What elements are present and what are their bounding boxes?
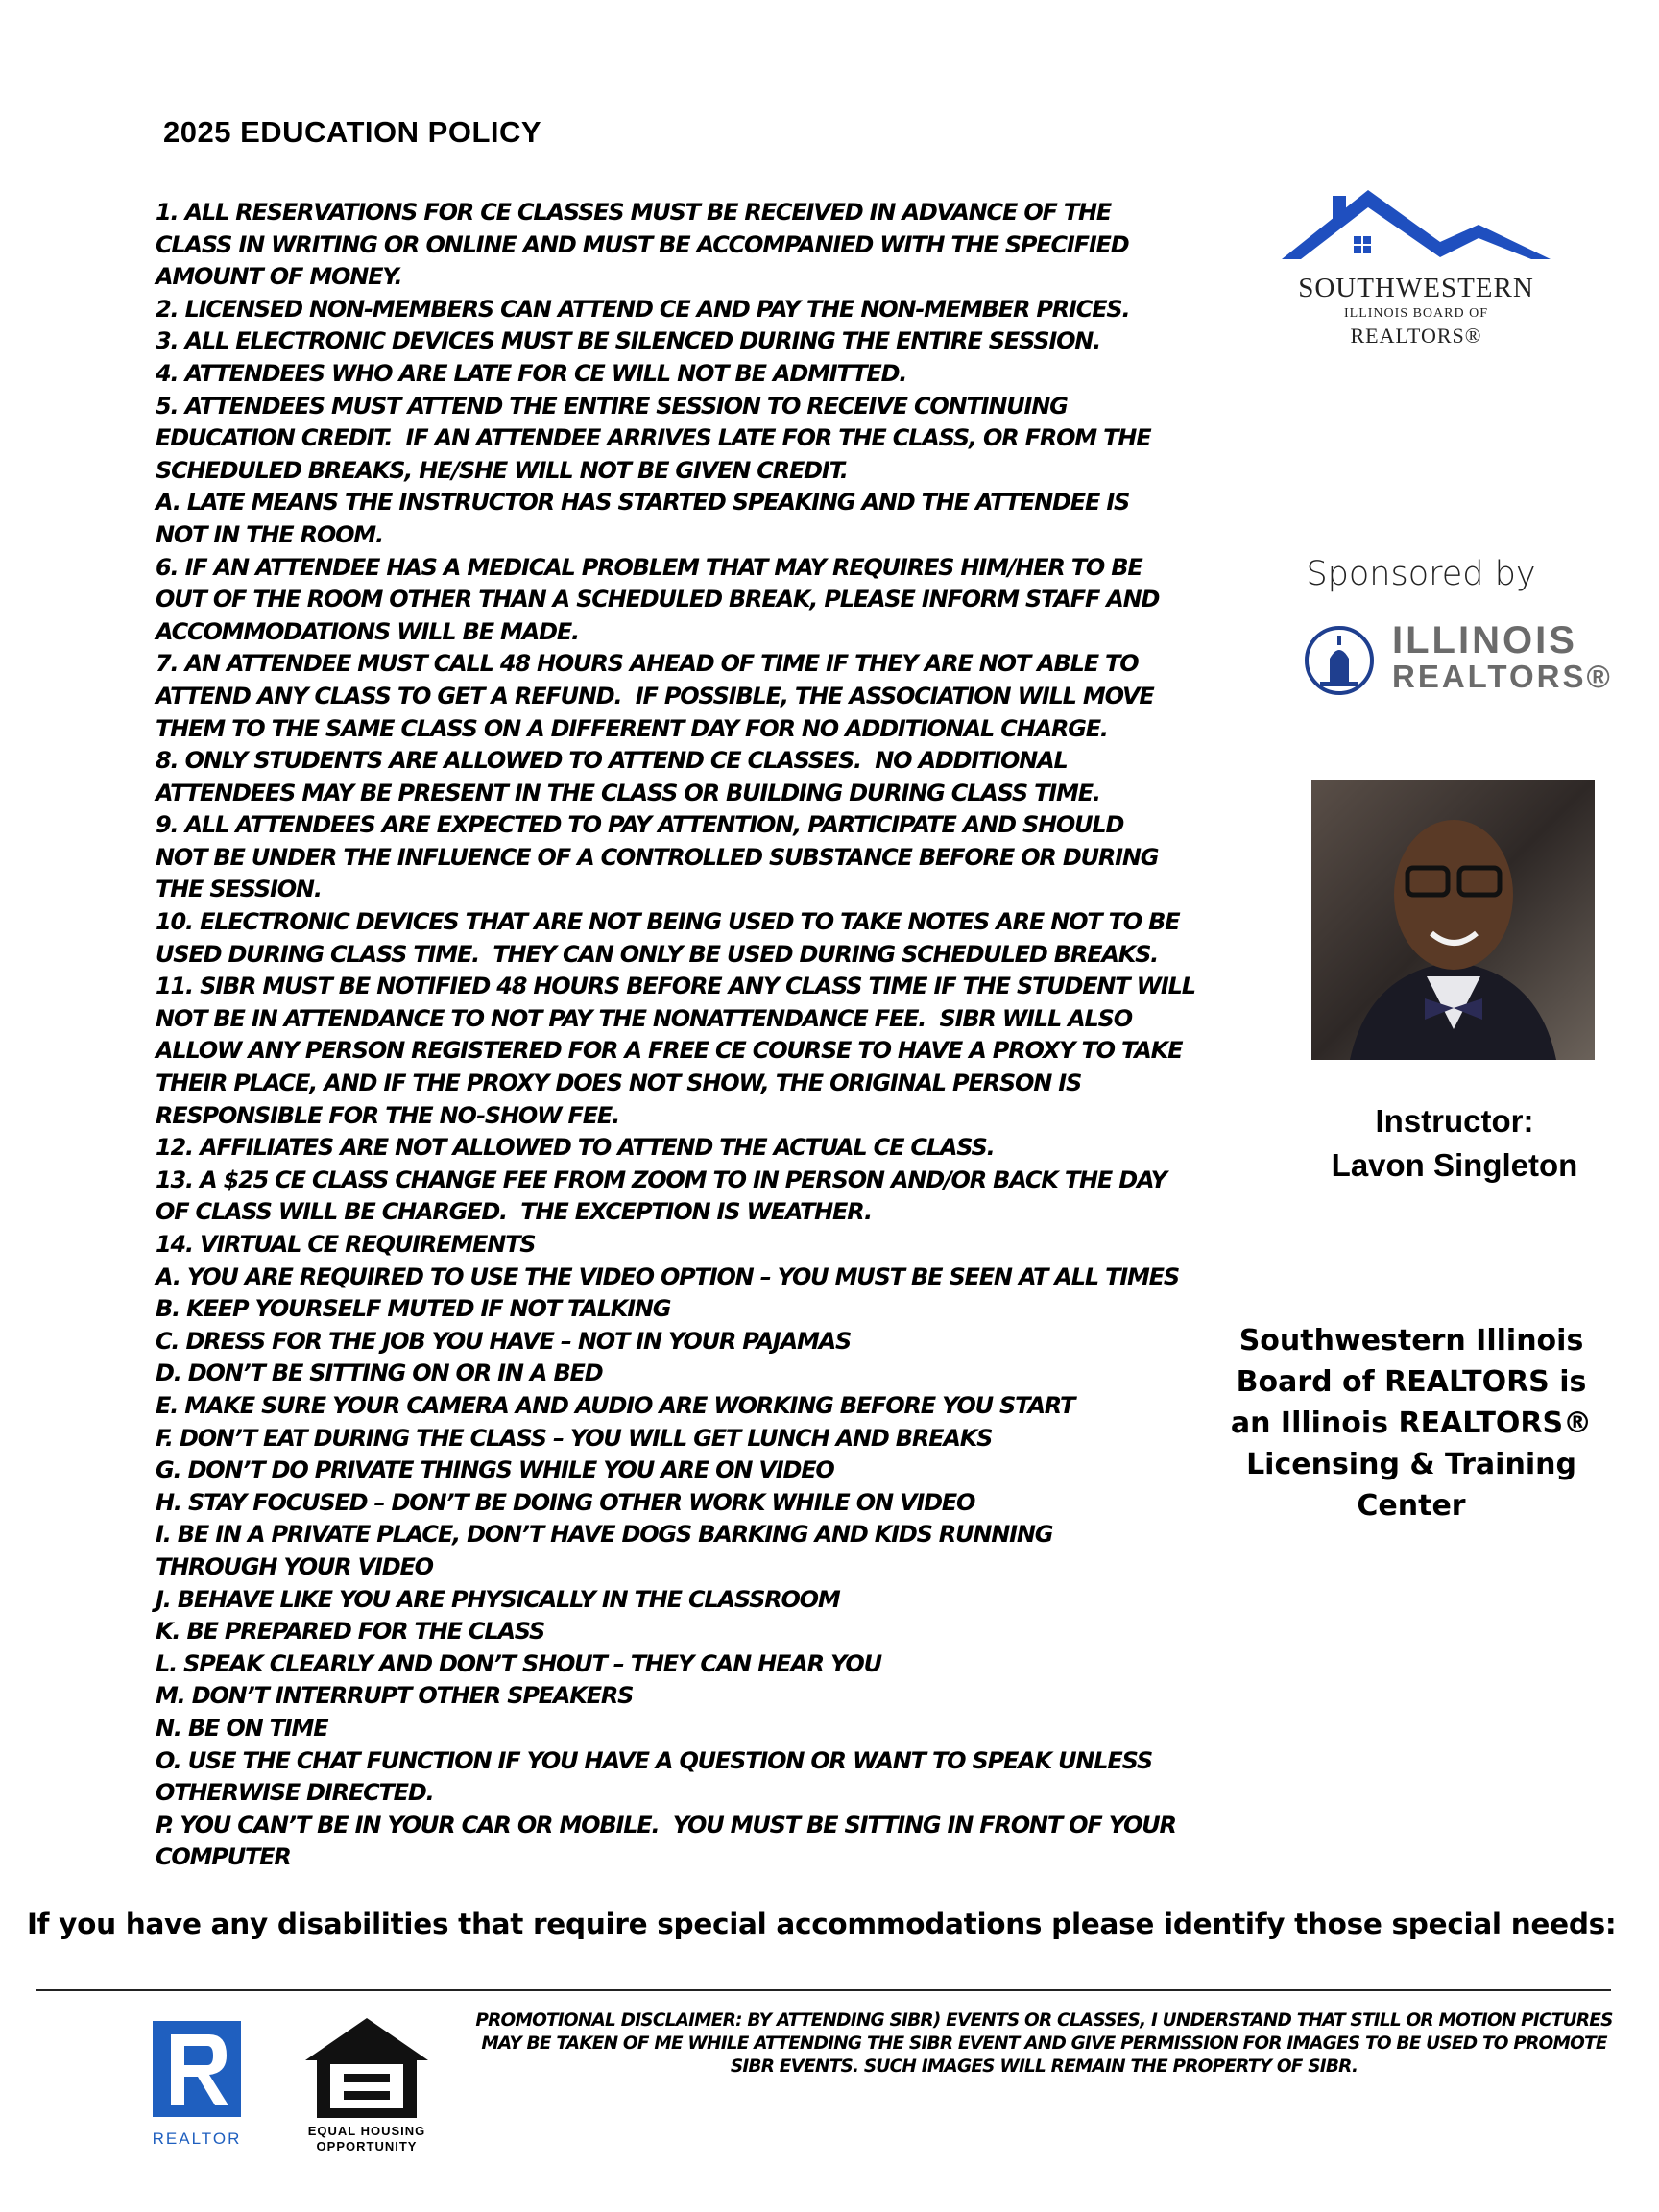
illinois-realtors-logo xyxy=(1301,619,1613,699)
blurb-line: Center xyxy=(1357,1489,1466,1523)
policy-line: D. DON’T BE SITTING ON OR IN A BED xyxy=(156,1359,603,1387)
logo-realtors: REALTORS® xyxy=(1350,324,1482,348)
realtor-label: REALTOR xyxy=(152,2129,242,2148)
policy-line: 1. ALL RESERVATIONS FOR CE CLASSES MUST BE RECEIVED IN ADVANCE OF THE xyxy=(156,199,1112,226)
policy-line: NOT IN THE ROOM. xyxy=(156,520,383,548)
policy-line: I. BE IN A PRIVATE PLACE, DON’T HAVE DOGS BARKING AND KIDS RUNNING xyxy=(156,1521,1053,1549)
logo-sub: ILLINOIS BOARD OF xyxy=(1344,306,1488,321)
capitol-icon xyxy=(1301,622,1382,699)
policy-line: THROUGH YOUR VIDEO xyxy=(156,1552,433,1580)
policy-line: C. DRESS FOR THE JOB YOU HAVE – NOT IN YOUR PAJAMAS xyxy=(156,1327,852,1355)
policy-list xyxy=(156,197,1250,1874)
policy-line: 6. IF AN ATTENDEE HAS A MEDICAL PROBLEM THAT MAY REQUIRES HIM/HER TO BE xyxy=(156,553,1142,581)
disability-prompt: If you have any disabilities that require special accommodations please identify those special needs: xyxy=(27,1908,1617,1940)
policy-line: USED DURING CLASS TIME. THEY CAN ONLY BE USED DURING SCHEDULED BREAKS. xyxy=(156,940,1159,968)
policy-line: NOT BE IN ATTENDANCE TO NOT PAY THE NONATTENDANCE FEE. SIBR WILL ALSO xyxy=(156,1004,1132,1032)
policy-line: ALLOW ANY PERSON REGISTERED FOR A FREE CE COURSE TO HAVE A PROXY TO TAKE xyxy=(156,1037,1183,1065)
equal-housing-icon xyxy=(300,2014,434,2158)
policy-line: L. SPEAK CLEARLY AND DON’T SHOUT – THEY CAN HEAR YOU xyxy=(156,1649,881,1677)
policy-line: O. USE THE CHAT FUNCTION IF YOU HAVE A QUESTION OR WANT TO SPEAK UNLESS xyxy=(156,1746,1152,1774)
policy-line: 8. ONLY STUDENTS ARE ALLOWED TO ATTEND CE CLASSES. NO ADDITIONAL xyxy=(156,747,1068,775)
instructor-name: Lavon Singleton xyxy=(1331,1147,1578,1183)
policy-line: A. YOU ARE REQUIRED TO USE THE VIDEO OPTION – YOU MUST BE SEEN AT ALL TIMES xyxy=(156,1262,1179,1290)
instructor-photo xyxy=(1311,780,1595,1060)
policy-line: E. MAKE SURE YOUR CAMERA AND AUDIO ARE WORKING BEFORE YOU START xyxy=(156,1391,1075,1419)
illinois-line1: ILLINOIS xyxy=(1392,619,1577,661)
policy-line: 3. ALL ELECTRONIC DEVICES MUST BE SILENCED DURING THE ENTIRE SESSION. xyxy=(156,327,1101,355)
policy-line: OUT OF THE ROOM OTHER THAN A SCHEDULED BREAK, PLEASE INFORM STAFF AND xyxy=(156,586,1160,613)
equal-housing-logo xyxy=(300,2014,434,2158)
policy-line: 5. ATTENDEES MUST ATTEND THE ENTIRE SESSION TO RECEIVE CONTINUING xyxy=(156,392,1068,420)
southwestern-logo xyxy=(1272,182,1560,365)
policy-line: M. DON’T INTERRUPT OTHER SPEAKERS xyxy=(156,1682,634,1710)
policy-line: EDUCATION CREDIT. IF AN ATTENDEE ARRIVES LATE FOR THE CLASS, OR FROM THE xyxy=(156,424,1151,452)
policy-line: 2. LICENSED NON-MEMBERS CAN ATTEND CE AND PAY THE NON-MEMBER PRICES. xyxy=(156,295,1130,323)
blurb-line: Licensing & Training xyxy=(1246,1448,1576,1481)
logo-name: SOUTHWESTERN xyxy=(1298,273,1534,303)
blurb-line: an Illinois REALTORS® xyxy=(1230,1407,1593,1440)
answer-line[interactable] xyxy=(36,1989,1611,1991)
disclaimer-line: PROMOTIONAL DISCLAIMER: BY ATTENDING SIBR) EVENTS OR CLASSES, I UNDERSTAND THAT STILL OR MOTION PICTURES xyxy=(475,2010,1613,2031)
policy-line: ACCOMMODATIONS WILL BE MADE. xyxy=(156,617,579,645)
policy-line: THEIR PLACE, AND IF THE PROXY DOES NOT SHOW, THE ORIGINAL PERSON IS xyxy=(156,1070,1082,1097)
ehl-line1: EQUAL HOUSING xyxy=(307,2124,426,2138)
instructor-label: Instructor: xyxy=(1375,1103,1534,1139)
blurb-line: Board of REALTORS is xyxy=(1236,1365,1587,1399)
policy-line: N. BE ON TIME xyxy=(156,1714,328,1742)
policy-line: 10. ELECTRONIC DEVICES THAT ARE NOT BEING USED TO TAKE NOTES ARE NOT TO BE xyxy=(156,908,1180,936)
policy-line: COMPUTER xyxy=(156,1843,291,1871)
policy-line: AMOUNT OF MONEY. xyxy=(156,263,402,291)
policy-line: CLASS IN WRITING OR ONLINE AND MUST BE ACCOMPANIED WITH THE SPECIFIED xyxy=(156,230,1129,258)
policy-line: P. YOU CAN’T BE IN YOUR CAR OR MOBILE. YOU MUST BE SITTING IN FRONT OF YOUR xyxy=(156,1811,1176,1839)
policy-line: J. BEHAVE LIKE YOU ARE PHYSICALLY IN THE CLASSROOM xyxy=(156,1585,840,1613)
policy-line: 11. SIBR MUST BE NOTIFIED 48 HOURS BEFORE ANY CLASS TIME IF THE STUDENT WILL xyxy=(156,973,1195,1000)
policy-line: SCHEDULED BREAKS, HE/SHE WILL NOT BE GIVEN CREDIT. xyxy=(156,456,848,484)
instructor-block xyxy=(1306,1099,1603,1188)
policy-line: A. LATE MEANS THE INSTRUCTOR HAS STARTED SPEAKING AND THE ATTENDEE IS xyxy=(156,489,1130,517)
policy-line: ATTENDEES MAY BE PRESENT IN THE CLASS OR BUILDING DURING CLASS TIME. xyxy=(156,779,1100,806)
sponsored-by-label: Sponsored by xyxy=(1306,555,1536,593)
ehl-line2: OPPORTUNITY xyxy=(316,2139,418,2153)
house-icon xyxy=(1277,182,1555,269)
promotional-disclaimer xyxy=(432,2009,1656,2079)
page-title: 2025 EDUCATION POLICY xyxy=(163,115,542,149)
policy-line: 12. AFFILIATES ARE NOT ALLOWED TO ATTEND THE ACTUAL CE CLASS. xyxy=(156,1134,995,1162)
policy-line: 9. ALL ATTENDEES ARE EXPECTED TO PAY ATTENTION, PARTICIPATE AND SHOULD xyxy=(156,811,1124,839)
policy-line: 4. ATTENDEES WHO ARE LATE FOR CE WILL NOT BE ADMITTED. xyxy=(156,359,907,387)
center-blurb xyxy=(1219,1320,1603,1527)
policy-line: K. BE PREPARED FOR THE CLASS xyxy=(156,1618,545,1646)
policy-line: 7. AN ATTENDEE MUST CALL 48 HOURS AHEAD OF TIME IF THEY ARE NOT ABLE TO xyxy=(156,650,1139,678)
policy-line: 13. A $25 CE CLASS CHANGE FEE FROM ZOOM TO IN PERSON AND/OR BACK THE DAY xyxy=(156,1166,1166,1193)
policy-line: THE SESSION. xyxy=(156,876,322,903)
policy-line: NOT BE UNDER THE INFLUENCE OF A CONTROLLED SUBSTANCE BEFORE OR DURING xyxy=(156,843,1159,871)
policy-line: OTHERWISE DIRECTED. xyxy=(156,1779,434,1807)
policy-line: B. KEEP YOURSELF MUTED IF NOT TALKING xyxy=(156,1295,671,1323)
policy-line: THEM TO THE SAME CLASS ON A DIFFERENT DAY FOR NO ADDITIONAL CHARGE. xyxy=(156,714,1108,742)
realtor-r-icon xyxy=(150,2021,246,2151)
policy-line: 14. VIRTUAL CE REQUIREMENTS xyxy=(156,1231,536,1258)
policy-line: G. DON’T DO PRIVATE THINGS WHILE YOU ARE ON VIDEO xyxy=(156,1456,834,1484)
policy-line: OF CLASS WILL BE CHARGED. THE EXCEPTION IS WEATHER. xyxy=(156,1198,872,1226)
policy-line: ATTEND ANY CLASS TO GET A REFUND. IF POSSIBLE, THE ASSOCIATION WILL MOVE xyxy=(156,682,1154,709)
policy-line: H. STAY FOCUSED – DON’T BE DOING OTHER WORK WHILE ON VIDEO xyxy=(156,1488,975,1516)
policy-line: F. DON’T EAT DURING THE CLASS – YOU WILL GET LUNCH AND BREAKS xyxy=(156,1424,993,1452)
disclaimer-line: SIBR EVENTS. SUCH IMAGES WILL REMAIN THE PROPERTY OF SIBR. xyxy=(730,2056,1358,2077)
person-photo-icon xyxy=(1311,780,1595,1060)
blurb-line: Southwestern Illinois xyxy=(1238,1324,1584,1358)
illinois-line2: REALTORS® xyxy=(1392,659,1613,694)
policy-line: RESPONSIBLE FOR THE NO-SHOW FEE. xyxy=(156,1101,620,1129)
realtor-logo xyxy=(150,2021,246,2151)
disclaimer-line: MAY BE TAKEN OF ME WHILE ATTENDING THE SIBR EVENT AND GIVE PERMISSION FOR IMAGES TO BE USED TO PROMOTE xyxy=(481,2033,1607,2054)
